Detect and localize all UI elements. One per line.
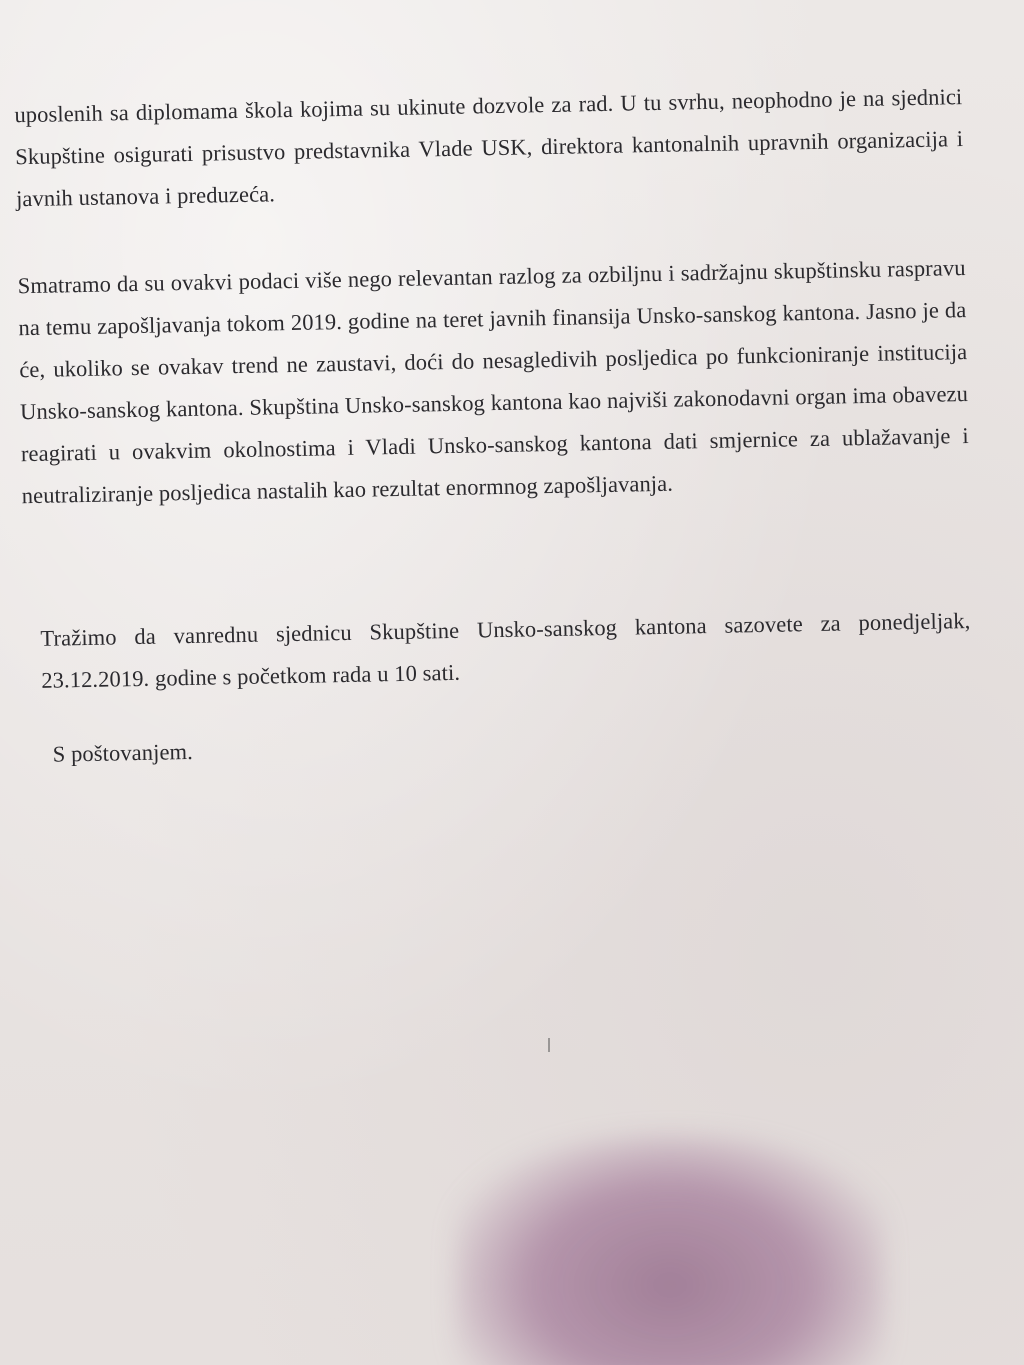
paragraph-continuation: uposlenih sa diplomama škola kojima su ukinute dozvole za rad. U tu svrhu, neophodno je na sjednici Skupštine osigurati prisustvo predstavnika Vlade USK, direktora kantonalnih upravnih organizacija i javnih ustanova i preduzeća. — [14, 83, 964, 211]
finger-shadow — [455, 1135, 885, 1365]
closing-salutation: S poštovanjem. — [52, 738, 194, 767]
paper-speck — [548, 1038, 550, 1052]
paragraph-request: Tražimo da vanrednu sjednicu Skupštine Unsko-sanskog kantona sazovete za ponedjeljak, 23.12.2019. godine s početkom rada u 10 sati. — [40, 607, 971, 693]
paragraph-justification: Smatramo da su ovakvi podaci više nego relevantan razlog za ozbiljnu i sadržajnu skupštinsku raspravu na temu zapošljavanja tokom 2019. godine na teret javnih finansija Unsko-sanskog kantona. Jasno je da će, ukoliko se ovakav trend ne zaustavi, doći do nesagledivih posljedica po funkcioniranje institucija Unsko-sanskog kantona. Skupština Unsko-sanskog kantona kao najviši zakonodavni organ ima obavezu reagirati u ovakvim okolnostima i Vladi Unsko-sanskog kantona dati smjernice za ublažavanje i neutraliziranje posljedica nastalih kao rezultat enormnog zapošljavanja. — [17, 254, 969, 508]
